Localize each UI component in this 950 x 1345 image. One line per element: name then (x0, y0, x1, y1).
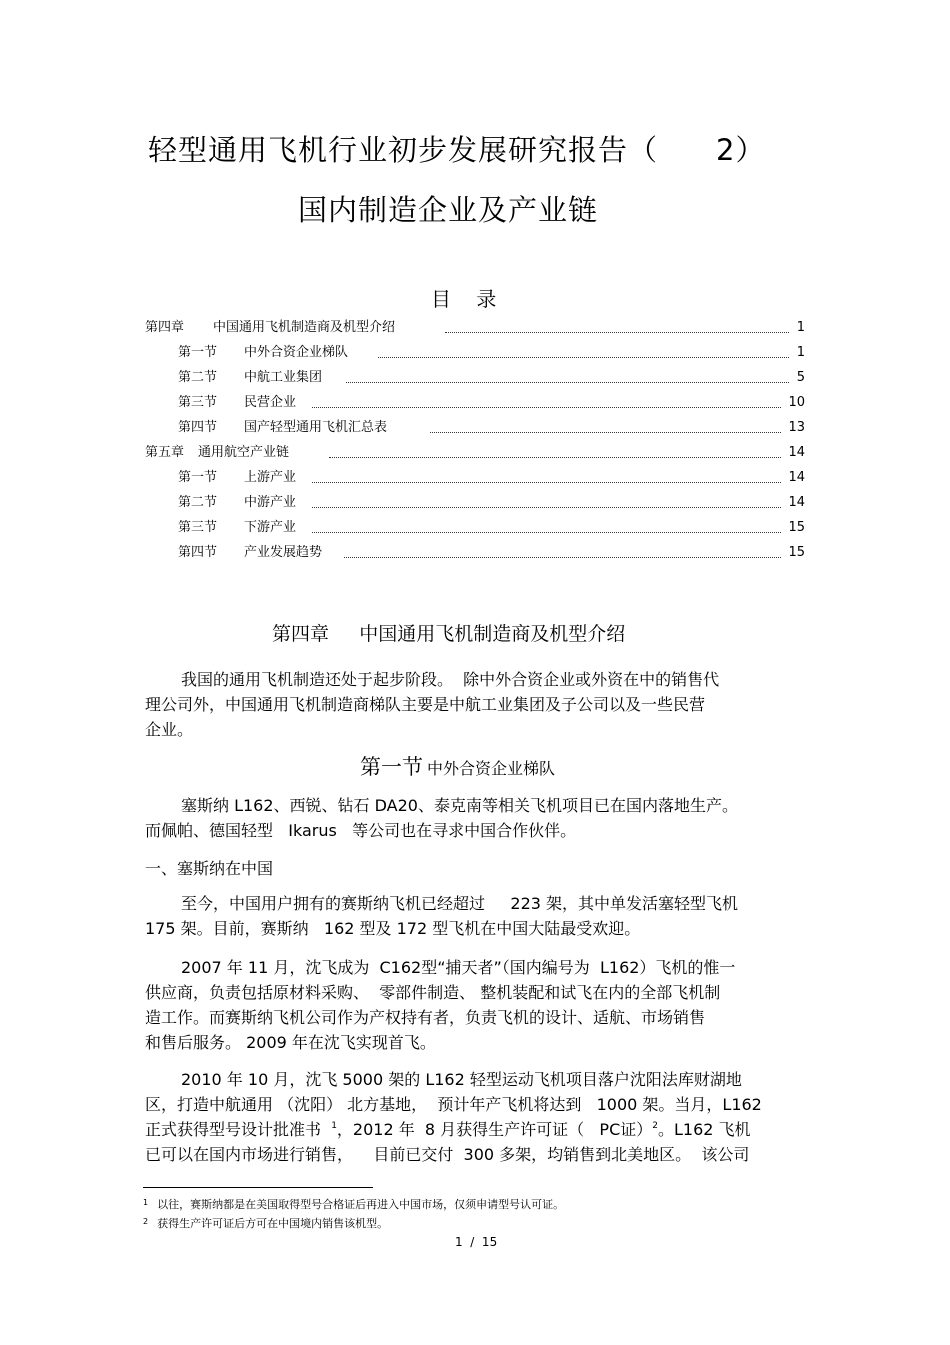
toc-entry-number: 第三节 (178, 395, 218, 410)
footnote-text: 以往，赛斯纳都是在美国取得型号合格证后再进入中国市场，仅须申请型号认可证。 (157, 1198, 565, 1211)
text-line: 和售后服务。 2009 年在沈飞实现首飞。 (145, 1033, 436, 1052)
toc-entry-label: 下游产业 (244, 520, 297, 535)
toc-entry-page: 15 (788, 545, 805, 560)
toc-entry-number: 第四章 (145, 320, 185, 335)
chapter-intro-paragraph (145, 667, 719, 742)
section-heading-title: 中外合资企业梯队 (427, 759, 556, 778)
text-segment: 正式获得型号设计批准书 (145, 1120, 332, 1139)
toc-entry[interactable] (178, 544, 805, 562)
toc-entry-label: 中航工业集团 (244, 370, 323, 385)
report-title-main: 轻型通用飞机行业初步发展研究报告（ (148, 133, 659, 167)
text-line: 造工作。而赛斯纳飞机公司作为产权持有者，负责飞机的设计、适航、市场销售 (145, 1008, 706, 1027)
text-line: 区，打造中航通用 （沈阳） 北方基地， 预计年产飞机将达到 1000 架。当月，L162 (145, 1095, 762, 1114)
report-title-line1 (148, 128, 765, 169)
section-heading (360, 751, 555, 781)
text-line: 2007 年 11 月，沈飞成为 C162型“捕天者”（国内编号为 L162）飞机的惟一 (181, 958, 736, 977)
toc-leader-dots (378, 344, 789, 358)
toc-leader-dots (445, 319, 789, 333)
text-segment: ，2012 年 8 月获得生产许可证（ PC证） (336, 1120, 653, 1139)
text-line: 企业。 (145, 720, 194, 739)
toc-leader-dots (344, 544, 781, 558)
toc-entry-page: 1 (796, 320, 805, 335)
toc-entry[interactable] (178, 519, 805, 537)
toc-leader-dots (312, 469, 781, 483)
body-paragraph (145, 891, 738, 941)
toc-leader-dots (312, 519, 781, 533)
toc-entry[interactable] (178, 494, 805, 512)
section-heading-number: 第一节 (360, 755, 423, 779)
toc-entry-number: 第一节 (178, 470, 218, 485)
report-subtitle: 国内制造企业及产业链 (298, 193, 599, 227)
text-line: 我国的通用飞机制造还处于起步阶段。 除中外合资企业或外资在中的销售代 (181, 670, 720, 689)
text-line: 塞斯纳 L162、西锐、钻石 DA20、泰克南等相关飞机项目已在国内落地生产。 (181, 796, 738, 815)
toc-entry-label: 国产轻型通用飞机汇总表 (244, 420, 388, 435)
toc-entry-number: 第四节 (178, 420, 218, 435)
toc-entry-label: 产业发展趋势 (244, 545, 323, 560)
toc-entry-page: 1 (796, 345, 805, 360)
footnote-text: 获得生产许可证后方可在中国境内销售该机型。 (157, 1217, 389, 1230)
toc-leader-dots (312, 394, 781, 408)
toc-leader-dots (430, 419, 781, 433)
toc-entry-label: 中外合资企业梯队 (244, 345, 349, 360)
text-line: 已可以在国内市场进行销售， 目前已交付 300 多架，均销售到北美地区。 该公司 (145, 1145, 750, 1164)
toc-leader-dots (346, 369, 789, 383)
toc-entry[interactable] (178, 469, 805, 487)
toc-entry-page: 14 (788, 445, 805, 460)
toc-entry-number: 第一节 (178, 345, 218, 360)
toc-entry-number: 第二节 (178, 370, 218, 385)
text-line: 2010 年 10 月，沈飞 5000 架的 L162 轻型运动飞机项目落户沈阳法库财湖地 (181, 1070, 742, 1089)
toc-entry[interactable] (178, 344, 805, 362)
toc-entry-page: 10 (788, 395, 805, 410)
toc-leader-dots (329, 444, 781, 458)
toc-entry[interactable] (145, 319, 805, 337)
toc-entry-number: 第二节 (178, 495, 218, 510)
text-line: 供应商，负责包括原材料采购、 零部件制造、 整机装配和试飞在内的全部飞机制 (145, 983, 721, 1002)
toc-entry[interactable] (178, 369, 805, 387)
footnote-ref[interactable]: 1 (331, 1121, 337, 1131)
chapter-heading: 第四章 中国通用飞机制造商及机型介绍 (272, 623, 626, 645)
toc-entry-label: 上游产业 (244, 470, 297, 485)
body-paragraph (145, 1067, 762, 1167)
toc-entry-label: 中国通用飞机制造商及机型介绍 (213, 320, 396, 335)
toc-entry-label: 中游产业 (244, 495, 297, 510)
text-line (145, 1117, 762, 1142)
footnote (143, 1196, 564, 1212)
toc-leader-dots (312, 494, 781, 508)
text-line: 理公司外，中国通用飞机制造商梯队主要是中航工业集团及子公司以及一些民营 (145, 695, 706, 714)
toc-entry-label: 民营企业 (244, 395, 297, 410)
toc-entry-page: 5 (796, 370, 805, 385)
toc-heading: 目 录 (431, 287, 497, 311)
text-line: 175 架。目前，赛斯纳 162 型及 172 型飞机在中国大陆最受欢迎。 (145, 919, 641, 938)
report-title-number: 2） (716, 133, 766, 167)
toc-entry-number: 第三节 (178, 520, 218, 535)
toc-entry-number: 第五章 (145, 445, 185, 460)
toc-entry-label: 通用航空产业链 (198, 445, 290, 460)
footnote-mark: 1 (143, 1198, 149, 1207)
subsection-heading: 一、塞斯纳在中国 (145, 859, 274, 878)
toc-entry-page: 15 (788, 520, 805, 535)
toc-entry[interactable] (178, 419, 805, 437)
text-line: 而佩帕、德国轻型 Ikarus 等公司也在寻求中国合作伙伴。 (145, 821, 577, 840)
toc-entry-page: 13 (788, 420, 805, 435)
footnote (143, 1215, 388, 1231)
page-number: 1 / 15 (455, 1235, 498, 1249)
toc-entry-number: 第四节 (178, 545, 218, 560)
footnote-mark: 2 (143, 1217, 149, 1226)
section-intro-paragraph (145, 793, 738, 843)
toc-entry-page: 14 (788, 470, 805, 485)
footnote-divider (143, 1187, 373, 1188)
toc-entry[interactable] (145, 444, 805, 462)
footnote-ref[interactable]: 2 (652, 1121, 658, 1131)
text-line: 至今，中国用户拥有的赛斯纳飞机已经超过 223 架，其中单发活塞轻型飞机 (181, 894, 739, 913)
body-paragraph (145, 955, 735, 1055)
toc-entry-page: 14 (788, 495, 805, 510)
text-segment: 。L162 飞机 (657, 1120, 751, 1139)
toc-entry[interactable] (178, 394, 805, 412)
